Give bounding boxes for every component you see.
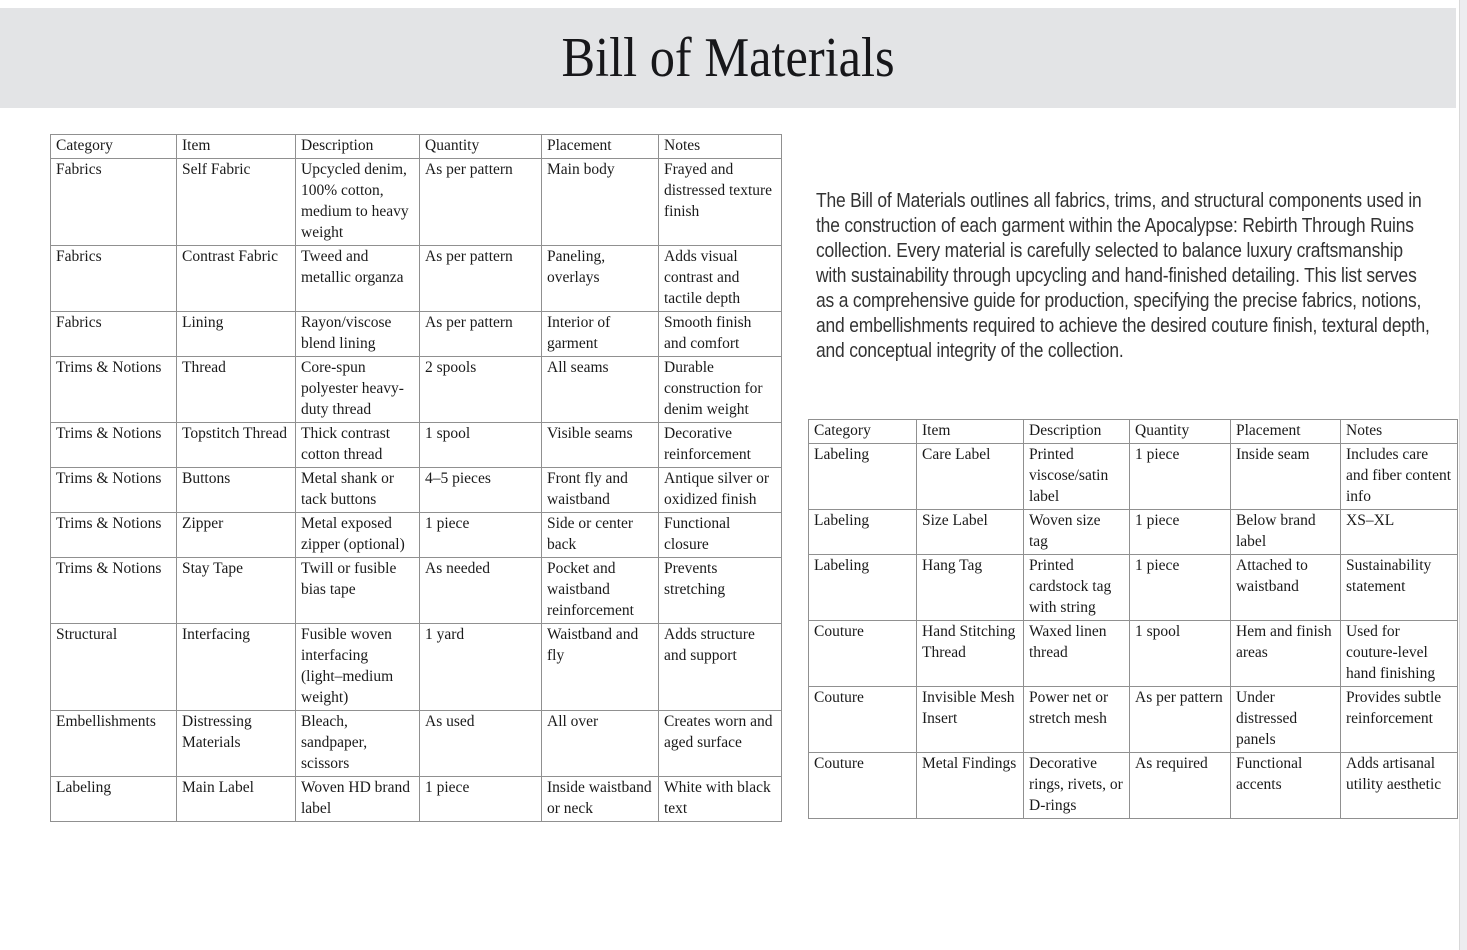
table-cell: Metal shank or tack buttons: [296, 468, 420, 513]
table-row: [809, 753, 1458, 819]
table-cell: As used: [420, 711, 542, 777]
bill-of-materials-main-table: [50, 134, 782, 822]
table-cell: Inside seam: [1231, 444, 1341, 510]
table-cell: Printed viscose/satin label: [1024, 444, 1130, 510]
table-cell: Fabrics: [51, 312, 177, 357]
column-header: Notes: [1341, 420, 1458, 444]
table-cell: 1 piece: [1130, 510, 1231, 555]
table-cell: Interfacing: [177, 624, 296, 711]
table-cell: As per pattern: [1130, 687, 1231, 753]
table-cell: Size Label: [917, 510, 1024, 555]
table-cell: Hand Stitching Thread: [917, 621, 1024, 687]
table-cell: Side or center back: [542, 513, 659, 558]
table-cell: Antique silver or oxidized finish: [659, 468, 782, 513]
table-cell: Provides subtle reinforcement: [1341, 687, 1458, 753]
column-header: Placement: [542, 135, 659, 159]
table-cell: XS–XL: [1341, 510, 1458, 555]
table-row: [51, 624, 782, 711]
table-cell: White with black text: [659, 777, 782, 822]
table-cell: Metal Findings: [917, 753, 1024, 819]
table-cell: Labeling: [809, 444, 917, 510]
table-cell: Trims & Notions: [51, 468, 177, 513]
table-cell: Labeling: [51, 777, 177, 822]
table-cell: As needed: [420, 558, 542, 624]
table-cell: Couture: [809, 621, 917, 687]
table-cell: Below brand label: [1231, 510, 1341, 555]
table-cell: Paneling, overlays: [542, 246, 659, 312]
table-row: [51, 312, 782, 357]
table-cell: All seams: [542, 357, 659, 423]
table-cell: Interior of garment: [542, 312, 659, 357]
table-row: [51, 468, 782, 513]
table-cell: Main body: [542, 159, 659, 246]
table-cell: Core-spun polyester heavy-duty thread: [296, 357, 420, 423]
table-cell: Adds artisanal utility aesthetic: [1341, 753, 1458, 819]
table-cell: Labeling: [809, 510, 917, 555]
table-cell: Invisible Mesh Insert: [917, 687, 1024, 753]
table-cell: Frayed and distressed texture finish: [659, 159, 782, 246]
table-cell: Contrast Fabric: [177, 246, 296, 312]
column-header: Category: [51, 135, 177, 159]
table-cell: Rayon/viscose blend lining: [296, 312, 420, 357]
table-cell: Zipper: [177, 513, 296, 558]
bill-of-materials-labeling-couture-table: [808, 419, 1458, 819]
column-header: Item: [177, 135, 296, 159]
table-cell: Fabrics: [51, 159, 177, 246]
table-row: [51, 423, 782, 468]
table-cell: 1 piece: [420, 777, 542, 822]
table-cell: Inside waistband or neck: [542, 777, 659, 822]
table-cell: Attached to waistband: [1231, 555, 1341, 621]
table-cell: Hang Tag: [917, 555, 1024, 621]
table-cell: Visible seams: [542, 423, 659, 468]
table-cell: As per pattern: [420, 246, 542, 312]
table-cell: Trims & Notions: [51, 558, 177, 624]
table-cell: Fusible woven interfacing (light–medium weight): [296, 624, 420, 711]
table-cell: Hem and finish areas: [1231, 621, 1341, 687]
table-row: [51, 777, 782, 822]
table-cell: Self Fabric: [177, 159, 296, 246]
table-cell: Thread: [177, 357, 296, 423]
table-cell: 1 spool: [420, 423, 542, 468]
column-header: Category: [809, 420, 917, 444]
table-cell: Twill or fusible bias tape: [296, 558, 420, 624]
table-cell: Embellishments: [51, 711, 177, 777]
table-cell: Front fly and waistband: [542, 468, 659, 513]
table-row: [51, 513, 782, 558]
column-header: Description: [296, 135, 420, 159]
table-row: [809, 510, 1458, 555]
table-cell: Creates worn and aged surface: [659, 711, 782, 777]
table-row: [51, 357, 782, 423]
table-cell: Distressing Materials: [177, 711, 296, 777]
table-cell: Used for couture-level hand finishing: [1341, 621, 1458, 687]
table-cell: Thick contrast cotton thread: [296, 423, 420, 468]
table-cell: Upcycled denim, 100% cotton, medium to heavy weight: [296, 159, 420, 246]
column-header: Quantity: [420, 135, 542, 159]
table-cell: Printed cardstock tag with string: [1024, 555, 1130, 621]
scrollbar-track[interactable]: [1459, 0, 1467, 950]
table-cell: Fabrics: [51, 246, 177, 312]
column-header: Notes: [659, 135, 782, 159]
table-cell: As required: [1130, 753, 1231, 819]
table-cell: Bleach, sandpaper, scissors: [296, 711, 420, 777]
page-title: Bill of Materials: [561, 27, 895, 89]
table-cell: Durable construction for denim weight: [659, 357, 782, 423]
table-cell: Woven HD brand label: [296, 777, 420, 822]
table-cell: Under distressed panels: [1231, 687, 1341, 753]
table-cell: 1 yard: [420, 624, 542, 711]
table-cell: Adds visual contrast and tactile depth: [659, 246, 782, 312]
table-cell: As per pattern: [420, 312, 542, 357]
column-header: Quantity: [1130, 420, 1231, 444]
table-row: [809, 444, 1458, 510]
table-row: [809, 555, 1458, 621]
table-cell: Decorative rings, rivets, or D-rings: [1024, 753, 1130, 819]
table-cell: Labeling: [809, 555, 917, 621]
table-cell: Tweed and metallic organza: [296, 246, 420, 312]
table-cell: Power net or stretch mesh: [1024, 687, 1130, 753]
table-cell: 1 piece: [1130, 555, 1231, 621]
table-cell: Couture: [809, 687, 917, 753]
table-cell: Smooth finish and comfort: [659, 312, 782, 357]
table-cell: Couture: [809, 753, 917, 819]
table-cell: Sustainability statement: [1341, 555, 1458, 621]
table-cell: Waxed linen thread: [1024, 621, 1130, 687]
table-cell: Woven size tag: [1024, 510, 1130, 555]
table-cell: Care Label: [917, 444, 1024, 510]
table-header-row: [809, 420, 1458, 444]
table-cell: Main Label: [177, 777, 296, 822]
table-cell: Trims & Notions: [51, 423, 177, 468]
table-row: [51, 711, 782, 777]
intro-paragraph: The Bill of Materials outlines all fabrics, trims, and structural components used in the construction of each garment within the Apocalypse: Rebirth Through Ruins collection. Every material is carefully selected to balance luxury craftsmanship with sustainability through upcycling and hand-finished detailing. This list serves as a comprehensive guide for production, specifying the precise fabrics, notions, and embellishments required to achieve the desired couture finish, textural depth, and conceptual integrity of the collection.: [816, 189, 1430, 362]
table-cell: Trims & Notions: [51, 357, 177, 423]
table-cell: Decorative reinforcement: [659, 423, 782, 468]
table-cell: Buttons: [177, 468, 296, 513]
table-cell: Includes care and fiber content info: [1341, 444, 1458, 510]
table-row: [51, 558, 782, 624]
column-header: Item: [917, 420, 1024, 444]
column-header: Placement: [1231, 420, 1341, 444]
table-cell: Structural: [51, 624, 177, 711]
title-banner: [0, 8, 1456, 108]
table-cell: Trims & Notions: [51, 513, 177, 558]
table-cell: Waistband and fly: [542, 624, 659, 711]
table-cell: All over: [542, 711, 659, 777]
table-cell: 4–5 pieces: [420, 468, 542, 513]
table-cell: Pocket and waistband reinforcement: [542, 558, 659, 624]
table-cell: Prevents stretching: [659, 558, 782, 624]
table-cell: 1 spool: [1130, 621, 1231, 687]
table-row: [809, 621, 1458, 687]
table-cell: As per pattern: [420, 159, 542, 246]
table-cell: Functional closure: [659, 513, 782, 558]
table-header-row: [51, 135, 782, 159]
table-cell: Metal exposed zipper (optional): [296, 513, 420, 558]
table-cell: Topstitch Thread: [177, 423, 296, 468]
column-header: Description: [1024, 420, 1130, 444]
table-row: [51, 159, 782, 246]
table-cell: Lining: [177, 312, 296, 357]
table-cell: Adds structure and support: [659, 624, 782, 711]
table-cell: Functional accents: [1231, 753, 1341, 819]
table-row: [51, 246, 782, 312]
table-cell: 2 spools: [420, 357, 542, 423]
table-cell: 1 piece: [420, 513, 542, 558]
table-cell: Stay Tape: [177, 558, 296, 624]
table-cell: 1 piece: [1130, 444, 1231, 510]
table-row: [809, 687, 1458, 753]
